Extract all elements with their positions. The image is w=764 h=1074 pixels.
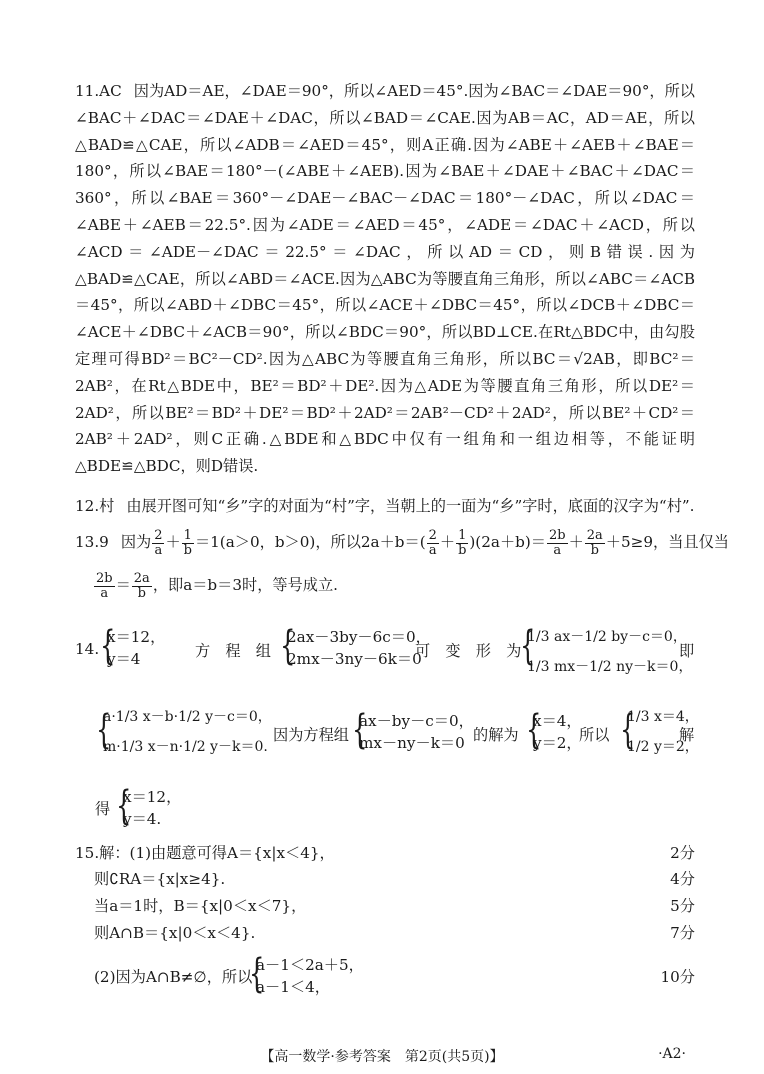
- q15-line: 则A∩B＝{x|0＜x＜4}. 7分: [94, 924, 695, 942]
- q13-fraction: $\frac{2a}{b}$: [586, 527, 603, 558]
- brace: {: [100, 623, 116, 669]
- brace: {: [280, 623, 296, 669]
- score: 2分: [670, 844, 695, 862]
- q15-line: 当a＝1时，B＝{x|0＜x＜7}， 5分: [94, 897, 695, 915]
- q11-explanation: 因为AD＝AE，∠DAE＝90°，所以∠AED＝45°.因为∠BAC＝∠DAE＝90°，所以∠BAC＋∠DAC＝∠DAE＋∠DAC，所以∠BAD＝∠CAE.因为AB＝AC，AD＝AE，所以△BAD≌△CAE，所以∠ADB＝∠AED＝45°，则A正确.因为∠ABE＋∠AEB＋∠BAE＝180°，所以∠BAE＝180°－(∠ABE＋∠AEB).因为∠BAE＋∠DAE＋∠BAC＋∠DAC＝360°，所以∠BAE＝360°－∠DAE－∠BAC－∠DAC＝180°－∠DAC，所以∠DAC＝∠ABE＋∠AEB＝22.5°.因为∠ADE＝∠AED＝45°，∠ADE＝∠DAC＋∠ACD，所以∠ACD＝∠ADE－∠DAC＝22.5°＝∠DAC，所以AD＝CD，则B错误.因为△BAD≌△CAE，所以∠ABD＝∠ACE.因为△ABC为等腰直角三角形，所以∠ABC＝∠ACB＝45°，所以∠ABD＋∠DBC＝45°，所以∠ACE＋∠DBC＝45°，所以∠DCB＋∠DBC＝∠ACE＋∠DBC＋∠ACB＝90°，所以∠BDC＝90°，所以BD⊥CE.在Rt△BDC中，由勾股定理可得BD²＝BC²－CD².因为△ABC为等腰直角三角形，所以BC＝√2AB，即BC²＝2AB²，在Rt△BDE中，BE²＝BD²＋DE².因为△ADE为等腰直角三角形，所以DE²＝2AD²，所以BE²＝BD²＋DE²＝BD²＋2AD²＝2AB²－CD²＋2AD²，所以BE²＋CD²＝2AB²＋2AD²，则C正确.△BDE和△BDC中仅有一组角和一组边相等，不能证明△BDE≌△BDC，则D错误.: [75, 82, 695, 476]
- question-13: 13.9 因为 $\frac{2}{a}$ ＋ $\frac{1}{b}$ ＝1(a＞0，b＞0)，所以2a＋b＝( $\frac{2}{a}$ ＋ $\frac{1}{b}$ )(2a＋b)＝ $\frac{2b}{a}$ ＋ $\frac{2a}{b}$ ＋5≥9，当且仅当: [75, 527, 729, 558]
- score: 10分: [660, 968, 695, 986]
- answer-page: 11.AC 因为AD＝AE，∠DAE＝90°，所以∠AED＝45°.因为∠BAC＝∠DAE＝90°，所以∠BAC＋∠DAC＝∠DAE＋∠DAC，所以∠BAD＝∠CAE.因为AB＝AC，AD＝AE，所以△BAD≌△CAE，所以∠ADB＝∠AED＝45°，则A正确.因为∠ABE＋∠AEB＋∠BAE＝180°，所以∠BAE＝180°－(∠ABE＋∠AEB).因为∠BAE＋∠DAE＋∠BAC＋∠DAC＝360°，所以∠BAE＝360°－∠DAE－∠BAC－∠DAC＝180°－∠DAC，所以∠DAC＝∠ABE＋∠AEB＝22.5°.因为∠ADE＝∠AED＝45°，∠ADE＝∠DAC＋∠ACD，所以∠ACD＝∠ADE－∠DAC＝22.5°＝∠DAC，所以AD＝CD，则B错误.因为△BAD≌△CAE，所以∠ABD＝∠ACE.因为△ABC为等腰直角三角形，所以∠ABC＝∠ACB＝45°，所以∠ABD＋∠DBC＝45°，所以∠ACE＋∠DBC＝45°，所以∠DCB＋∠DBC＝∠ACE＋∠DBC＋∠ACB＝90°，所以∠BDC＝90°，所以BD⊥CE.在Rt△BDC中，由勾股定理可得BD²＝BC²－CD².因为△ABC为等腰直角三角形，所以BC＝√2AB，即BC²＝2AB²，在Rt△BDE中，BE²＝BD²＋DE².因为△ADE为等腰直角三角形，所以DE²＝2AD²，所以BE²＝BD²＋DE²＝BD²＋2AD²＝2AB²－CD²＋2AD²，所以BE²＋CD²＝2AB²＋2AD²，则C正确.△BDE和△BDC中仅有一组角和一组边相等，不能证明△BDE≌△BDC，则D错误. 12.村 由展开图可知“乡”字的对面为“村”字，当朝上的一面为“乡”字时，底面的汉字为“村”. 13.9 因为 $\frac{2}{a}$ ＋ $\frac{1}{b}$ ＝1(a＞0，b＞0)，所以2a＋b＝( $\frac{2}{a}$ ＋ $\frac{1}{b}$ )(2a＋b)＝ $\frac{2b}{a}$ ＋ $\frac{2a}{b}$ ＋5≥9，当且仅当 $\frac{2b}{a}$ ＝ $\frac{2a}{b}$ ，即a＝b＝3时，等号成立. 14. { x＝12， y＝4 方 程 组 { 2ax－3by－6c＝0， 2mx－3ny－6k＝0 可 变 形 为 { 1/3 ax－1/2 by－c＝0， 1/3 mx－1/2 ny－k＝0， 即 { a·1/3 x－b·1/2 y－c＝0， m·1/3 x－n·1/2 y－k＝0. 因为方程组 { ax－by－c＝0， mx－ny－k＝0 的解为 { x＝4， y＝2， 所以 { 1/3 x＝4， 1/2 y＝2， 解 得 { x＝12， y＝4. 15.解：(1)由题意可得A＝{x|x＜4}， 2分 则∁RA＝{x|x≥4}. 4分 当a＝1时，B＝{x|0＜x＜7}， 5分 则A∩B＝{x|0＜x＜4}. 7分 (2)因为A∩B≠∅，所以 { a－1＜2a＋5， a－1＜4， 10分 【高一数学·参考答案 第2页(共5页)】 ·A2·: [0, 0, 764, 1074]
- page-code: ·A2·: [658, 1046, 686, 1062]
- score: 4分: [670, 870, 695, 888]
- brace: {: [352, 707, 368, 753]
- q12-explanation: 由展开图可知“乡”字的对面为“村”字，当朝上的一面为“乡”字时，底面的汉字为“村”.: [126, 497, 695, 515]
- brace: {: [620, 707, 636, 753]
- q15-line: 15.解：(1)由题意可得A＝{x|x＜4}， 2分: [75, 844, 695, 862]
- brace: {: [520, 623, 536, 669]
- score: 5分: [670, 897, 695, 915]
- q13-fraction: $\frac{2b}{a}$: [548, 527, 566, 558]
- q15-line: 则∁RA＝{x|x≥4}. 4分: [94, 870, 695, 888]
- q13-fraction: $\frac{2a}{b}$: [133, 570, 150, 601]
- q13-fraction: $\frac{2}{a}$: [428, 527, 437, 558]
- score: 7分: [670, 924, 695, 942]
- q11-number: 11.: [75, 82, 100, 100]
- q13-answer: 9: [99, 533, 109, 551]
- q13-text: )(2a＋b)＝: [469, 533, 546, 551]
- brace: {: [249, 951, 265, 997]
- question-13-cont: $\frac{2b}{a}$ ＝ $\frac{2a}{b}$ ，即a＝b＝3时，等号成立.: [96, 570, 338, 601]
- q13-fraction: $\frac{2b}{a}$: [96, 570, 113, 601]
- q13-text: 因为: [120, 533, 152, 551]
- brace: {: [526, 707, 542, 753]
- q15-part2: (2)因为A∩B≠∅，所以 { a－1＜2a＋5， a－1＜4， 10分: [94, 951, 695, 997]
- brace: {: [96, 707, 112, 753]
- brace: {: [116, 783, 132, 829]
- q11-answer: AC: [99, 82, 122, 100]
- question-12: [75, 493, 695, 520]
- q12-answer: 村: [99, 497, 115, 515]
- q13-fraction: $\frac{1}{b}$: [458, 527, 467, 558]
- q13-text: ＋5≥9，当且仅当: [605, 533, 729, 551]
- q13-text: ，即a＝b＝3时，等号成立.: [152, 576, 338, 594]
- q15-number: 15.: [75, 844, 100, 862]
- question-11: [75, 78, 695, 480]
- footer-title: 【高一数学·参考答案 第2页(共5页)】: [260, 1049, 504, 1065]
- q12-number: 12.: [75, 497, 100, 515]
- q14-number: 14.: [75, 640, 100, 658]
- q13-number: 13.: [75, 533, 100, 551]
- q13-fraction: $\frac{1}{b}$: [183, 527, 192, 558]
- q13-fraction: $\frac{2}{a}$: [154, 527, 163, 558]
- q13-text: ＝1(a＞0，b＞0)，所以2a＋b＝(: [194, 533, 426, 551]
